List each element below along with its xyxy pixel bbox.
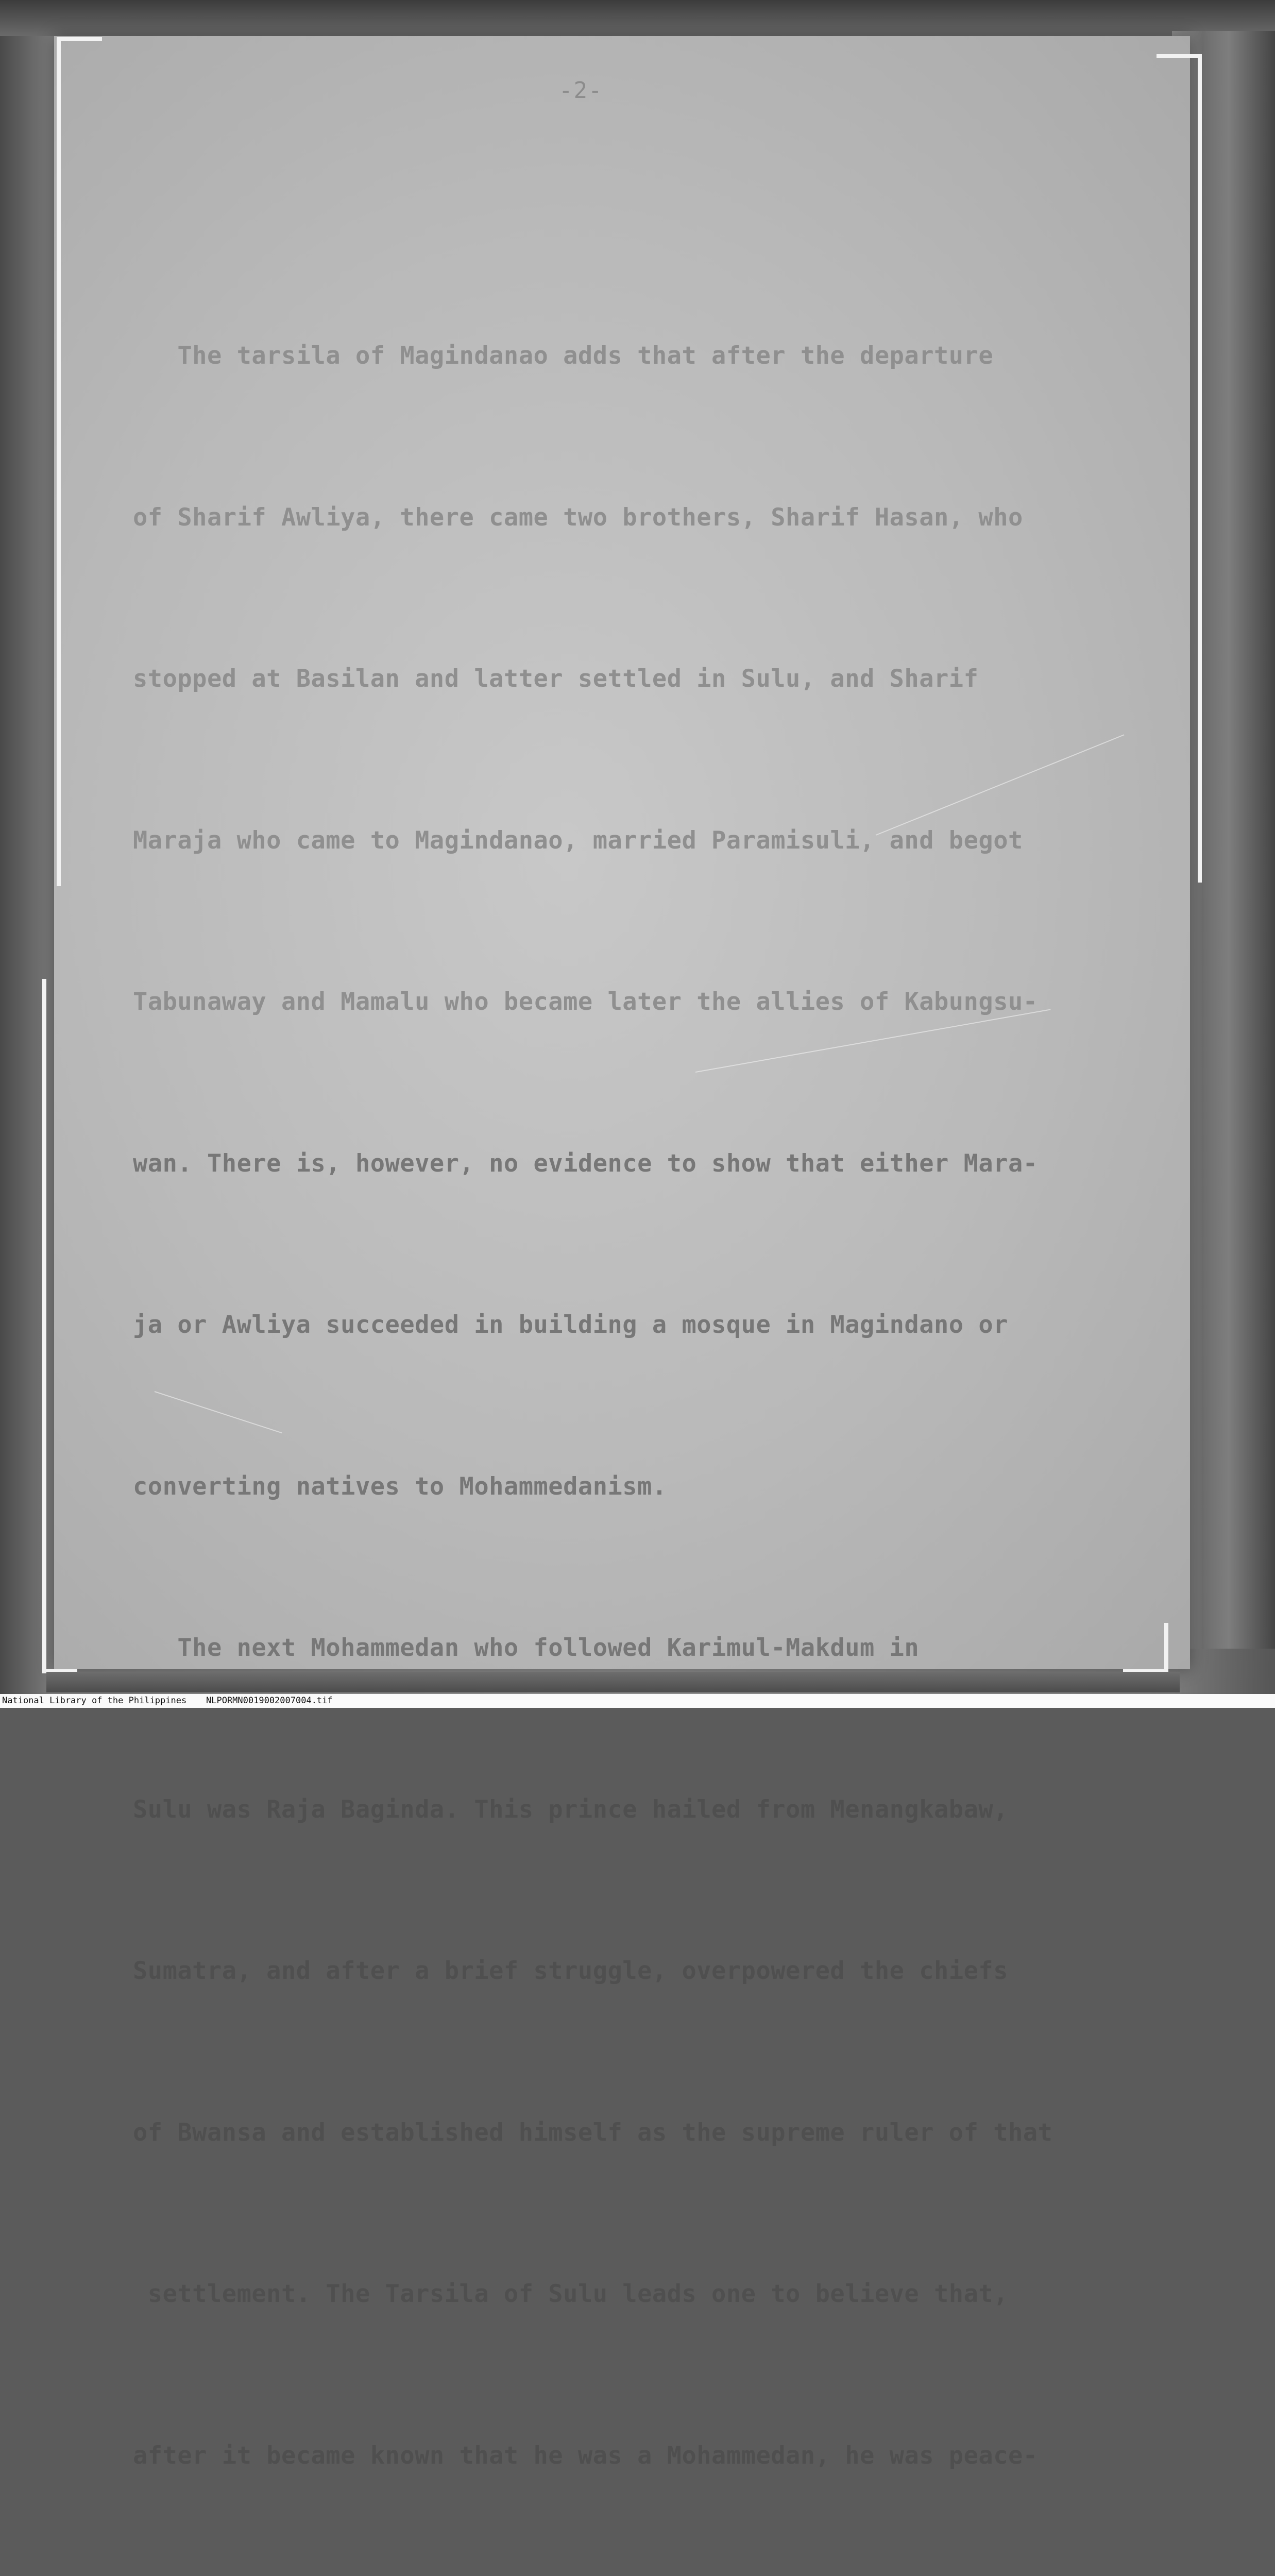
text-line: The tarsila of Magindanao adds that after the departure (133, 342, 994, 370)
text-line: Sulu was Raja Baginda. This prince hailed from Menangkabaw, (133, 1795, 1008, 1824)
text-line: Maraja who came to Magindanao, married Paramisuli, and begot (133, 826, 1023, 855)
text-line: converting natives to Mohammedanism. (133, 1472, 667, 1501)
page-number: -2- (559, 77, 603, 104)
frame-bracket-top-left (57, 37, 102, 886)
text-line: The next Mohammedan who followed Karimul-Makdum in (133, 1634, 920, 1662)
text-line: wan. There is, however, no evidence to show that either Mara- (133, 1149, 1038, 1178)
text-line: after it became known that he was a Mohammedan, he was peace- (133, 2441, 1038, 2470)
text-line: Sumatra, and after a brief struggle, overpowered the chiefs (133, 1957, 1008, 1985)
text-line: settlement. The Tarsila of Sulu leads one to believe that, (133, 2280, 1008, 2308)
text-line: stopped at Basilan and latter settled in Sulu, and Sharif (133, 665, 979, 693)
text-line: ja or Awliya succeeded in building a mosque in Magindano or (133, 1311, 1008, 1339)
scan-footer (0, 1694, 1275, 1708)
text-line: of Sharif Awliya, there came two brothers, Sharif Hasan, who (133, 503, 1023, 532)
film-bottom-border (46, 1672, 1180, 1692)
typewritten-text (133, 222, 1148, 2576)
frame-bracket-top-right (1157, 54, 1202, 883)
library-credit: National Library of the Philippines (2, 1696, 187, 1706)
scan-filename: NLPORMN0019002007004.tif (206, 1696, 333, 1706)
frame-bracket-bottom-left (42, 979, 77, 1673)
text-line: of Bwansa and established himself as the supreme ruler of that (133, 2118, 1053, 2147)
film-top-border (0, 0, 1275, 36)
text-line: Tabunaway and Mamalu who became later the allies of Kabungsu- (133, 988, 1038, 1016)
